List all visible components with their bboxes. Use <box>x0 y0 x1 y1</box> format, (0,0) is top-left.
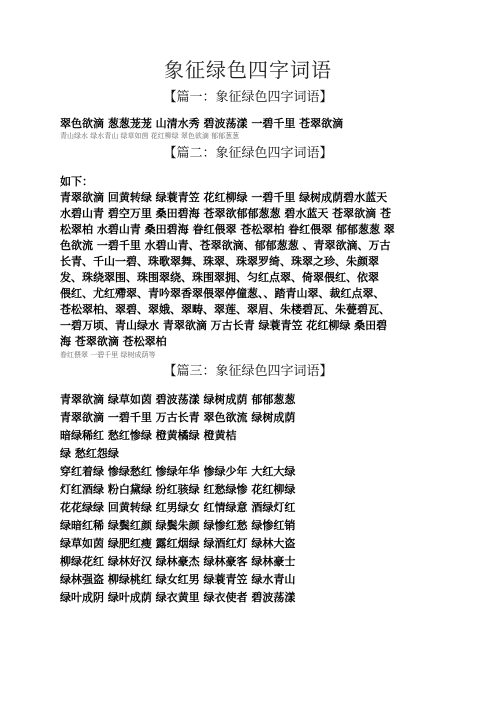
section-2-line: 苍松翠柏、翠碧、翠娥、翠畴、翠莲、翠眉、朱楼碧瓦、朱甍碧瓦、 <box>60 303 390 316</box>
section-3-line: 绿草如茵 绿肥红瘦 露红烟绿 绿酒红灯 绿林大盗 <box>60 537 296 550</box>
section-1-line: 翠色欲滴 葱葱茏茏 山清水秀 碧波荡漾 一碧千里 苍翠欲滴 <box>60 117 344 130</box>
section-2-line: 海 苍翠欲滴 苍松翠柏 <box>60 335 167 348</box>
section-2-line: 偎红、尤红殢翠、青吟翠香翠偎翠停僮葱、、踏青山翠、裁红点翠、 <box>60 287 385 300</box>
page-title: 象征绿色四字词语 <box>164 58 332 82</box>
section-2-line: 色欲流 一碧千里 水碧山青、苍翠欲滴、郁郁葱葱 、青翠欲滴、万古 <box>60 239 391 252</box>
section-2-line: 一碧万顷、青山绿水 青翠欲滴 万古长青 绿蓑青笠 花红柳绿 桑田碧 <box>60 319 388 332</box>
section-2-line: 如下： <box>60 175 93 188</box>
section-2-line: 发、珠绕翠围、珠围翠绕、珠围翠拥、匀红点翠、倚翠偎红、依翠 <box>60 271 379 284</box>
section-3-line: 暗绿稀红 愁红惨绿 橙黄橘绿 橙黄桔 <box>60 429 237 442</box>
section-3-line: 青翠欲滴 一碧千里 万古长青 翠色欲流 绿树成荫 <box>60 411 296 424</box>
section-3-line: 绿叶成阴 绿叶成荫 绿衣黄里 绿衣使者 碧波荡漾 <box>60 591 296 604</box>
section-3-line: 绿暗红稀 绿鬓红颜 绿鬓朱颜 绿惨红愁 绿惨红销 <box>60 519 296 532</box>
section-3-line: 柳绿花红 绿林好汉 绿林豪杰 绿林豪客 绿林豪士 <box>60 555 296 568</box>
section-3-line: 绿 愁红怨绿 <box>60 447 119 460</box>
section-3-line: 花花绿绿 回黄转绿 红男绿女 红情绿意 酒绿灯红 <box>60 501 296 514</box>
section-2-heading: 【篇二：象征绿色四字词语】 <box>163 146 333 161</box>
section-2-line: 松翠柏 水碧山青 桑田碧海 眷红偎翠 苍松翠柏 眷红偎翠 郁郁葱葱 翠 <box>60 223 395 236</box>
section-2-caption: 眷红偎翠 一碧千里 绿树成荫等 <box>60 351 156 359</box>
section-1-caption: 青山绿水 绿水青山 绿草如茵 花红柳绿 翠色欲滴 郁郁葱葱 <box>60 132 240 140</box>
section-2-line: 长青、千山一碧、珠歌翠舞、珠翠、珠翠罗绮、珠翠之珍、朱颜翠 <box>60 255 379 268</box>
section-2-line: 水碧山青 碧空万里 桑田碧海 苍翠欲郁郁葱葱 碧水蓝天 苍翠欲滴 苍 <box>60 207 391 220</box>
section-3-line: 穿红着绿 惨绿愁红 惨绿年华 惨绿少年 大红大绿 <box>60 465 296 478</box>
section-3-line: 绿林强盗 柳绿桃红 绿女红男 绿蓑青笠 绿水青山 <box>60 573 296 586</box>
section-1-heading: 【篇一：象征绿色四字词语】 <box>163 90 333 105</box>
section-3-heading: 【篇三：象征绿色四字词语】 <box>163 364 333 379</box>
section-2-line: 青翠欲滴 回黄转绿 绿蓑青笠 花红柳绿 一碧千里 绿树成荫碧水蓝天 <box>60 191 388 204</box>
section-3-line: 灯红酒绿 粉白黛绿 纷红骇绿 红愁绿惨 花红柳绿 <box>60 483 296 496</box>
section-3-line: 青翠欲滴 绿草如茵 碧波荡漾 绿树成荫 郁郁葱葱 <box>60 393 296 406</box>
